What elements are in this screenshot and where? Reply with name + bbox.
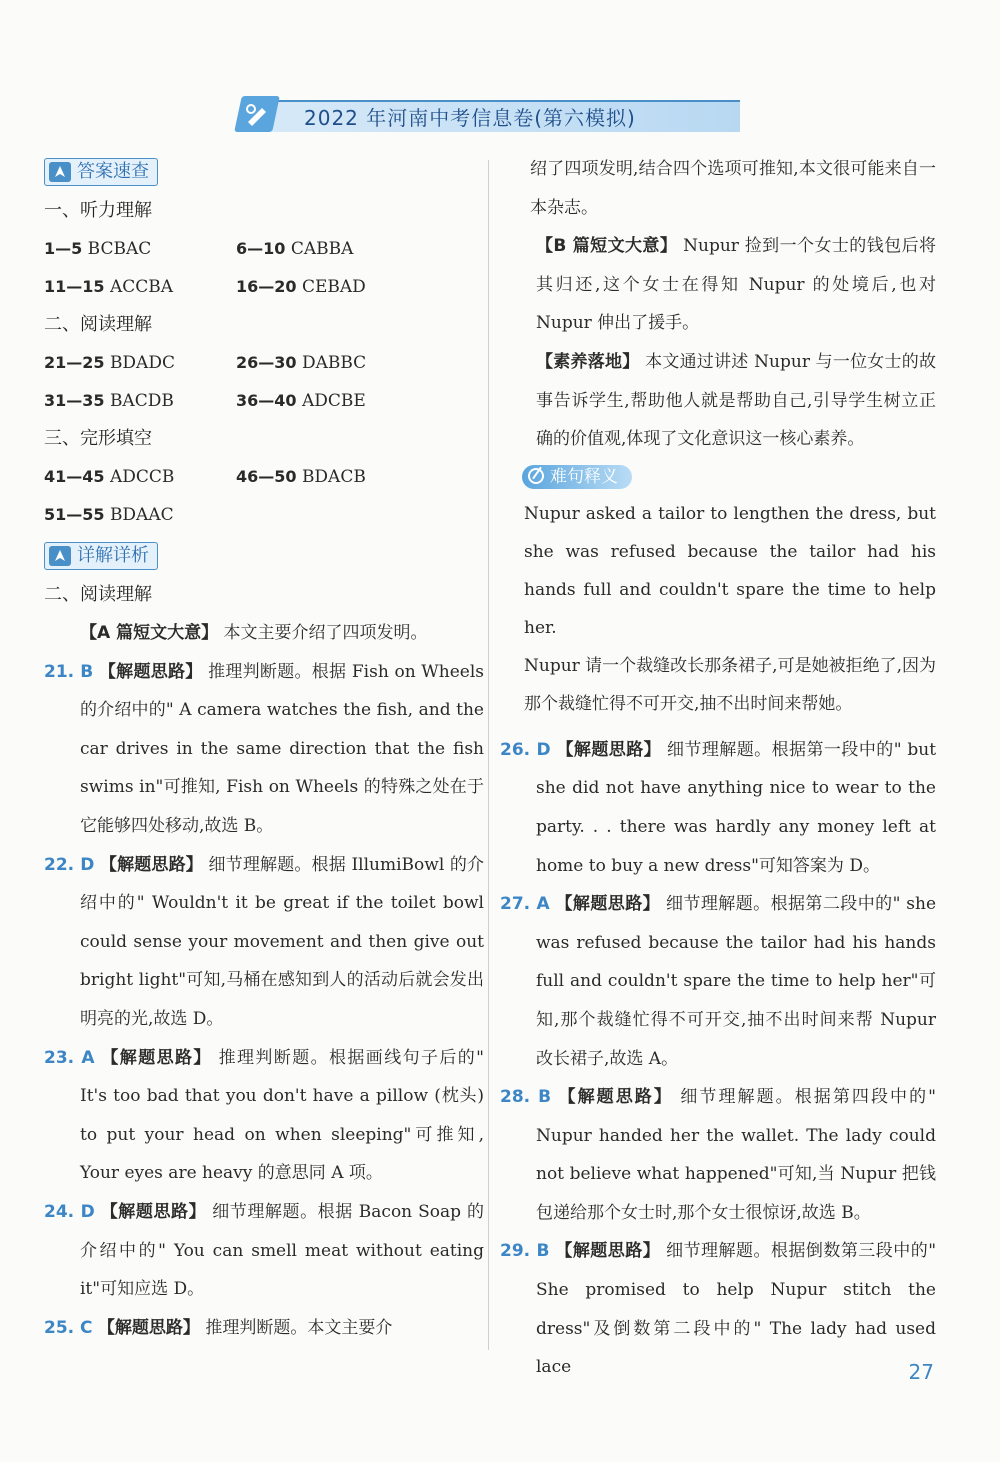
continued-text: 绍了四项发明,结合四个选项可推知,本文很可能来自一本杂志。 (530, 159, 936, 218)
part-heading-reading: 二、阅读理解 (44, 314, 152, 335)
rocket-icon (49, 162, 71, 182)
section-tag-quick-answers (44, 158, 158, 186)
passage-b-summary: 【B 篇短文大意】 Nupur 捡到一个女士的钱包后将其归还,这个女士在得知 Nupur 的处境后,也对 Nupur 伸出了援手。 (536, 236, 937, 334)
right-column (500, 150, 936, 1387)
difficult-sentence-tag: 难句释义 (522, 465, 632, 489)
rocket-icon (49, 546, 71, 566)
left-column (44, 150, 484, 1347)
question-explanation: 29. B 【解题思路】 细节理解题。根据倒数第三段中的" She promised to help Nupur stitch the dress"及倒数第二段中的" The lady had used lace (500, 1241, 937, 1378)
answer-row: 41—45 ADCCB 46—50 BDACB (44, 467, 366, 487)
header-title: 2022 年河南中考信息卷(第六模拟) (304, 106, 636, 130)
page-number: 27 (908, 1360, 934, 1384)
question-explanation: 24. D 【解题思路】 细节理解题。根据 Bacon Soap 的介绍中的" You can smell meat without eating it"可知应选 D。 (44, 1201, 484, 1300)
section-tag-detailed-analysis (44, 542, 158, 570)
question-explanation: 22. D 【解题思路】 细节理解题。根据 IllumiBowl 的介绍中的" Wouldn't it be great if the toilet bowl could sense your movement and then give out bright light"可知,马桶在感知到人的活动后就会发出明亮的光,故选 D。 (44, 854, 485, 1029)
section-tag-label: 答案速查 (77, 161, 149, 182)
answer-row: 31—35 BACDB 36—40 ADCBE (44, 391, 366, 411)
section-tag-label: 详解详析 (77, 545, 149, 566)
part-heading-cloze: 三、完形填空 (44, 428, 152, 449)
passage-a-summary: 【A 篇短文大意】 本文主要介绍了四项发明。 (80, 623, 428, 643)
question-explanation: 21. B 【解题思路】 推理判断题。根据 Fish on Wheels 的介绍中的" A camera watches the fish, and the car drives in the same direction that the fish swims in"可推知, Fish on Wheels 的特殊之处在于它能够四处移动,故选 B。 (44, 661, 485, 836)
header-logo (234, 96, 280, 132)
question-explanation: 28. B 【解题思路】 细节理解题。根据第四段中的" Nupur handed her the wallet. The lady could not believe what happened"可知,当 Nupur 把钱包递给那个女士时,那个女士很惊讶,故选 B。 (500, 1087, 936, 1223)
part-heading-listening: 一、听力理解 (44, 200, 152, 221)
difficult-sentence-english: Nupur asked a tailor to lengthen the dress, but she was refused because the tailor had his hands full and couldn't spare the time to help her. (524, 503, 936, 638)
answer-row: 11—15 ACCBA 16—20 CEBAD (44, 277, 366, 297)
column-divider (488, 160, 489, 1350)
pen-icon (528, 468, 544, 484)
answer-row: 21—25 BDADC 26—30 DABBC (44, 353, 367, 373)
question-explanation: 27. A 【解题思路】 细节理解题。根据第二段中的" she was refused because the tailor had his hands full and couldn't spare the time to help her"可知,那个裁缝忙得不可开交,抽不出时间来帮 Nupur 改长裙子,故选 A。 (500, 894, 937, 1069)
question-explanation: 25. C 【解题思路】 推理判断题。本文主要介 (44, 1317, 393, 1338)
answer-row: 1—5 BCBAC 6—10 CABBA (44, 239, 354, 259)
question-explanation: 23. A 【解题思路】 推理判断题。根据画线句子后的" It's too bad that you don't have a pillow (枕头) to put your head on when sleeping"可推知, Your eyes are heavy 的意思同 A 项。 (44, 1047, 485, 1184)
page-header (238, 96, 740, 132)
part-heading-reading: 二、阅读理解 (44, 584, 152, 605)
pencil-icon (244, 102, 270, 126)
difficult-sentence-chinese: Nupur 请一个裁缝改长那条裙子,可是她被拒绝了,因为那个裁缝忙得不可开交,抽不出时间来帮她。 (524, 655, 936, 714)
answer-row: 51—55 BDAAC (44, 505, 174, 525)
literacy-note: 【素养落地】 本文通过讲述 Nupur 与一位女士的故事告诉学生,帮助他人就是帮助自己,引导学生树立正确的价值观,体现了文化意识这一核心素养。 (536, 351, 937, 450)
question-explanation: 26. D 【解题思路】 细节理解题。根据第一段中的" but she did not have anything nice to wear to the party. . . there was hardly any money left at home to buy a new dress"可知答案为 D。 (500, 739, 937, 876)
